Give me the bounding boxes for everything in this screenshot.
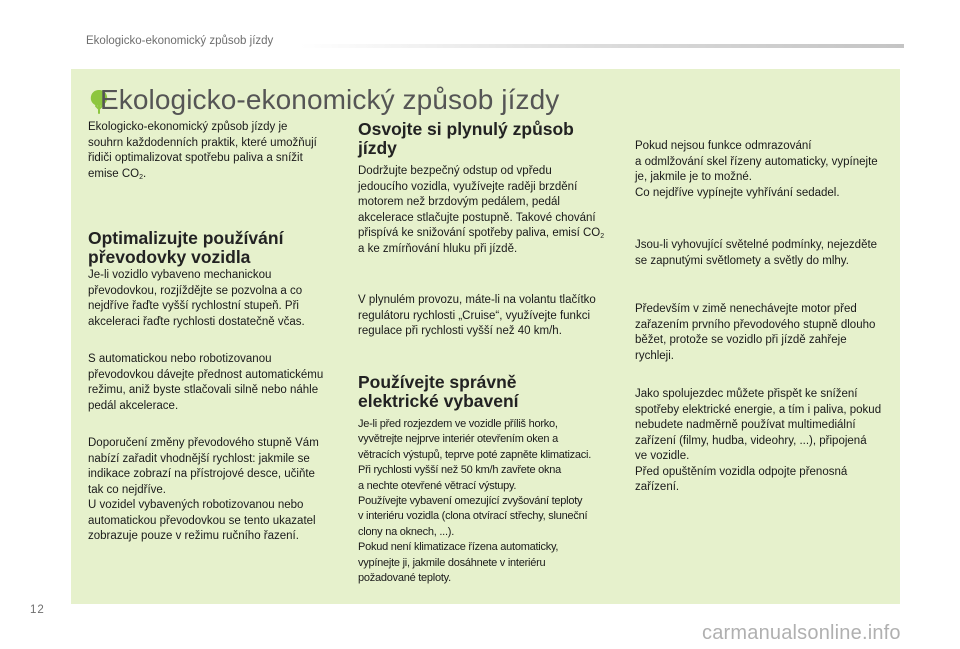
text-line: Jako spolujezdec můžete přispět ke snížení [635, 388, 858, 400]
text-line: Dodržujte bezpečný odstup od vpředu [358, 165, 552, 177]
text-line: indikace zobrazí na přístrojové desce, učiňte [88, 468, 315, 480]
text-line: V plynulém provozu, máte-li na volantu tlačítko [358, 294, 596, 306]
text-line: nejdříve řaďte vyšší rychlostní stupeň. Při [88, 300, 299, 312]
text-line: motorem než brzdovým pedálem, pedál [358, 196, 560, 208]
text-line: jedoucího vozidla, využívejte raději brzdění [358, 180, 578, 193]
heading-line: jízdy [358, 138, 397, 158]
text-line: převodovkou, rozjíždějte se pozvolna a co [88, 284, 303, 297]
text-line: Pokud nejsou funkce odmrazování [635, 140, 812, 152]
heading-line: elektrické vybavení [358, 391, 519, 411]
text-line: Je-li před rozjezdem ve vozidle příliš horko, [358, 418, 558, 430]
header-title: Ekologicko-ekonomický způsob jízdy [86, 35, 274, 47]
text-line: se zapnutými světlomety a světly do mlhy. [635, 254, 849, 267]
text-line: Používejte vybavení omezující zvyšování teploty [358, 495, 583, 508]
text-line: větracích výstupů, teprve poté zapněte klimatizaci. [358, 448, 592, 461]
text-line: souhrn každodenních praktik, které umožňují [88, 136, 317, 149]
intro-paragraph [88, 120, 324, 182]
text-line: U vozidel vybavených robotizovanou nebo [88, 499, 304, 511]
text-line: Především v zimě nenechávejte motor před [635, 303, 857, 315]
text-line: ve vozidle. [635, 450, 690, 462]
page-number: 12 [30, 604, 45, 616]
text-line: běžet, protože se vozidlo při jízdě zahřeje [635, 334, 847, 346]
paragraph [358, 164, 620, 257]
text-line: S automatickou nebo robotizovanou [88, 353, 272, 365]
paragraph [635, 302, 897, 364]
paragraph [358, 293, 620, 340]
text-line: emise $CO_2$. [88, 167, 147, 181]
text-line: akceleraci řaďte rychlosti dostatečně včas. [88, 315, 305, 328]
text-line: regulace při rychlosti vyšší než 40 km/h. [358, 325, 562, 337]
text-line: zařazením prvního převodového stupně dlouho [635, 318, 876, 331]
section-heading [88, 229, 324, 267]
text-line: akcelerace stlačujte postupně. Takové chování [358, 211, 596, 224]
text-line: vyvětrejte nejprve interiér otevřením oken a [358, 433, 558, 446]
heading-line: Používejte správně [358, 372, 517, 392]
header-rule [300, 44, 904, 48]
text-line: Při rychlosti vyšší než 50 km/h zavřete okna [358, 464, 561, 477]
text-line: a nechte otevřené větrací výstupy. [358, 479, 517, 492]
text-line: režimu, aniž byste stlačovali silně nebo náhle [88, 384, 319, 396]
heading-line: Optimalizujte používání [88, 228, 284, 248]
paragraph [635, 238, 897, 269]
text-line: Před opuštěním vozidla odpojte přenosná [635, 465, 848, 478]
paragraph [635, 139, 897, 201]
text-line: Pokud není klimatizace řízena automaticky, [358, 541, 559, 554]
text-line: Co nejdříve vypínejte vyhřívání sedadel. [635, 186, 840, 199]
paragraph [88, 436, 324, 545]
paragraph [358, 417, 620, 586]
text-line: zařízení. [635, 481, 680, 493]
text-line: Je-li vozidlo vybaveno mechanickou [88, 269, 272, 281]
text-line: nabízí zařadit vhodnější rychlost: jakmile se [88, 452, 310, 465]
text-line: Ekologicko-ekonomický způsob jízdy je [88, 121, 288, 133]
text-line: tak co nejdříve. [88, 483, 166, 496]
text-line: vypínejte ji, jakmile dosáhnete v interiéru [358, 556, 546, 569]
text-line: zobrazuje pouze v režimu ručního řazení. [88, 530, 299, 542]
watermark: carmanualsonline.info [702, 622, 901, 644]
text-line: převodovkou dávejte přednost automatickému [88, 368, 324, 381]
paragraph [88, 352, 324, 414]
text-line: spotřeby elektrické energie, a tím i paliva, pokud [635, 403, 882, 416]
heading-line: Osvojte si plynulý způsob [358, 119, 574, 139]
text-line: regulátoru rychlosti „Cruise“, využívejte funkci [358, 309, 590, 322]
section-heading [358, 373, 620, 411]
paragraph [88, 268, 324, 330]
section-heading [358, 120, 620, 158]
text-line: clony na oknech, ...). [358, 525, 454, 538]
text-line: v interiéru vozidla (clona otvírací střechy, sluneční [358, 510, 588, 523]
text-line: Doporučení změny převodového stupně Vám [88, 437, 319, 449]
text-line: a ke zmírňování hluku při jízdě. [358, 242, 518, 255]
heading-line: převodovky vozidla [88, 247, 251, 267]
text-line: a odmlžování skel řízeny automaticky, vypínejte [635, 155, 878, 168]
text-line: rychleji. [635, 349, 674, 362]
text-line: Jsou-li vyhovující světelné podmínky, nejezděte [635, 239, 878, 251]
text-line: řidiči optimalizovat spotřebu paliva a snížit [88, 152, 303, 164]
text-line: nebudete nadměrně používat multimediální [635, 419, 856, 431]
text-line: zařízení (filmy, hudba, videohry, ...), připojená [635, 434, 867, 447]
text-line: je, jakmile je to možné. [635, 171, 752, 183]
text-line: automatickou převodovkou se tento ukazatel [88, 514, 316, 527]
paragraph [635, 387, 897, 496]
page-title: Ekologicko-ekonomický způsob jízdy [100, 84, 560, 115]
text-line: požadované teploty. [358, 572, 451, 585]
text-line: pedál akcelerace. [88, 399, 179, 412]
text-line: přispívá ke snižování spotřeby paliva, emisí $CO_2$ [358, 227, 605, 240]
